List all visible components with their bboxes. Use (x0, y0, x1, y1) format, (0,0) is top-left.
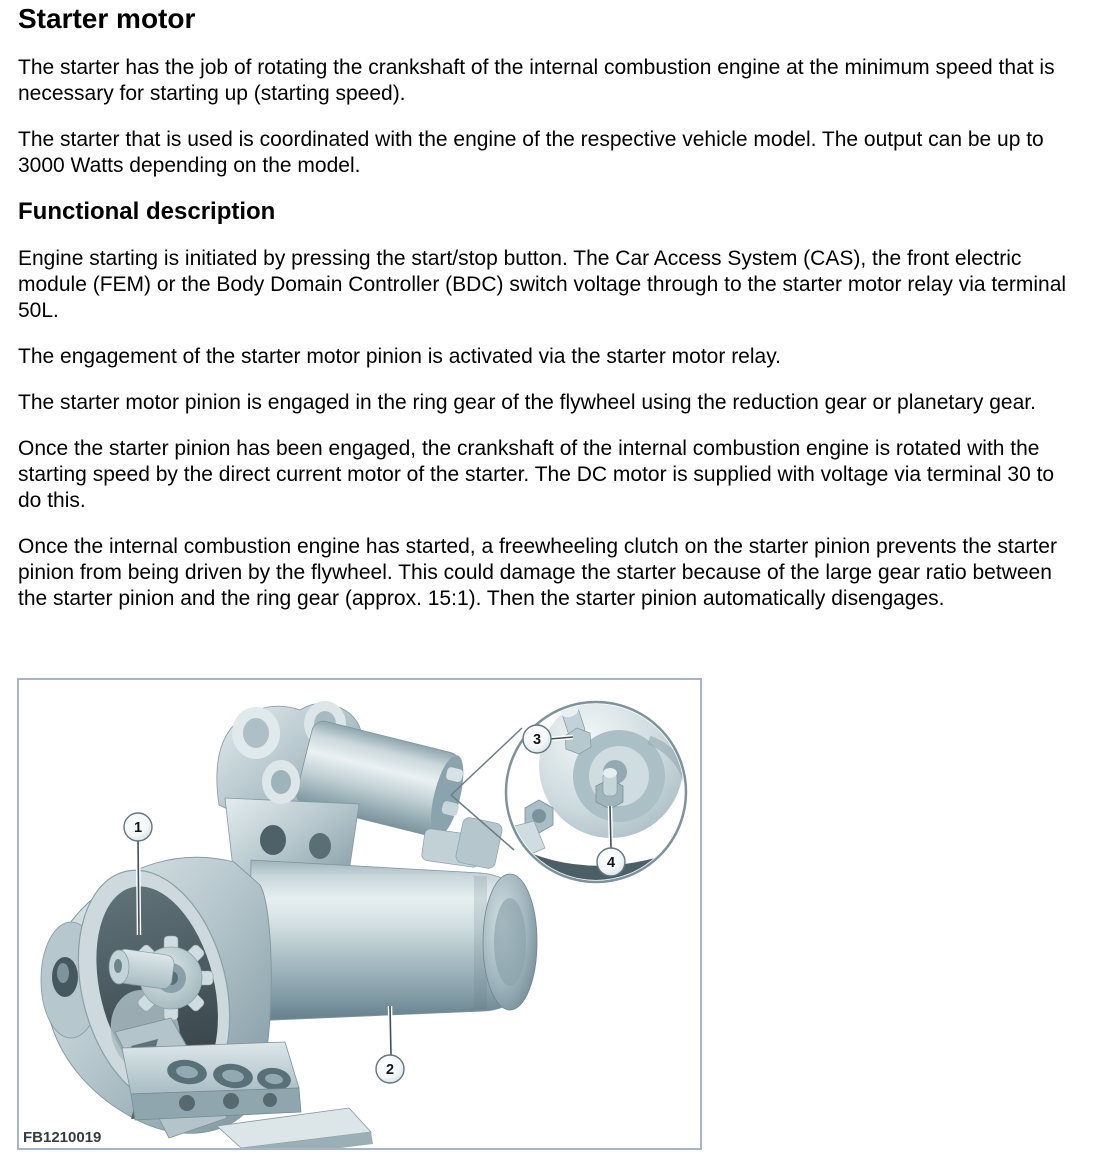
callout-3-label: 3 (532, 732, 542, 748)
callout-4-label: 4 (606, 855, 616, 871)
document-body (17, 3, 1082, 612)
paragraph: The starter motor pinion is engaged in the ring gear of the flywheel using the reduction gear or planetary gear. (18, 391, 1036, 414)
callout-3 (523, 725, 551, 753)
paragraph: Once the starter pinion has been engaged, the crankshaft of the internal combustion engine is rotated with the starting speed by the direct current motor of the starter. The DC motor is supplied with voltage via terminal 30 to do this. (18, 437, 1055, 512)
main-cylinder (249, 860, 537, 1021)
paragraph: Engine starting is initiated by pressing the start/stop button. The Car Access System (CAS), the front electric module (FEM) or the Body Domain Controller (BDC) switch voltage through to the starter motor relay via terminal 50L. (18, 247, 1067, 322)
starter-motor-figure (17, 678, 702, 1150)
figure-code-label: FB1210019 (23, 1129, 102, 1146)
callout-2 (376, 1055, 404, 1083)
callout-1-label: 1 (133, 820, 143, 836)
callout-2-label: 2 (385, 1062, 395, 1078)
callout-4 (597, 848, 625, 876)
paragraph: Once the internal combustion engine has started, a freewheeling clutch on the starter pinion prevents the starter pinion from being driven by the flywheel. This could damage the starter because of the large gear ratio between the starter pinion and the ring gear (approx. 15:1). Then the starter pinion automatically disengages. (18, 535, 1057, 610)
document-page (0, 3, 1100, 1150)
callout-1 (124, 813, 152, 841)
section-heading: Functional description (18, 198, 276, 225)
starter-motor-illustration (19, 680, 700, 1148)
paragraph: The starter has the job of rotating the crankshaft of the internal combustion engine at the minimum speed that is necessary for starting up (starting speed). (18, 56, 1055, 105)
paragraph: The starter that is used is coordinated with the engine of the respective vehicle model. The output can be up to 3000 Watts depending on the model. (18, 128, 1044, 177)
paragraph: The engagement of the starter motor pinion is activated via the starter motor relay. (18, 345, 781, 368)
page-title: Starter motor (18, 3, 196, 34)
